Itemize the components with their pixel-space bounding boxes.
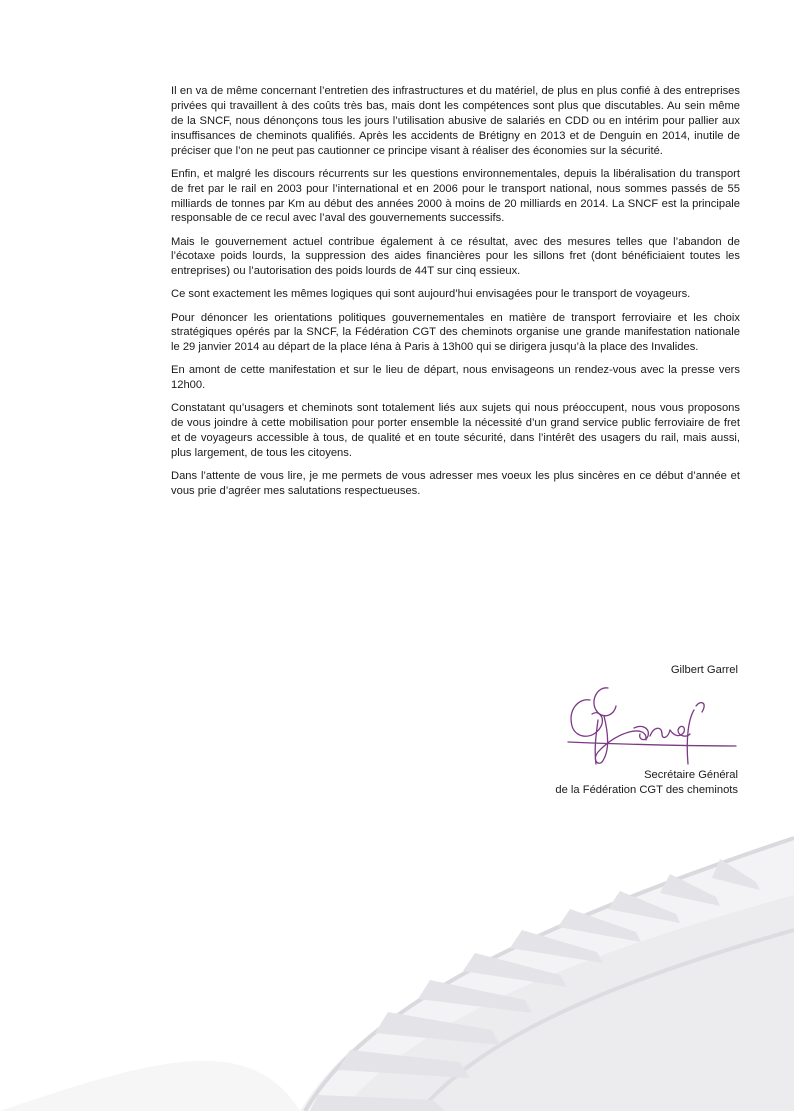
paragraph: Ce sont exactement les mêmes logiques qui sont aujourd’hui envisagées pour le transport de voyageurs.	[171, 288, 691, 301]
paragraph: Constatant qu’usagers et cheminots sont totalement liés aux sujets qui nous préoccupent, nous vous proposons de vous joindre à cette mobilisation pour porter ensemble la nécessité d’un grand service public ferroviaire de fret et de voyageurs accessible à tous, de qualité et en toute sécurité, dans l’intérêt des usagers du rail, mais aussi, plus largement, de tous les citoyens.	[171, 402, 740, 460]
signatory-title	[438, 768, 738, 798]
paragraph: Il en va de même concernant l’entretien des infrastructures et du matériel, de plus en plus confié à des entreprises privées qui travaillent à des coûts très bas, mais dont les compétences sont plus que discutables. Au sein même de la SNCF, nous dénonçons tous les jours l’utilisation abusive de salariés en CDD ou en intérim pour pallier aux insuffisances de cheminots qualifiés. Après les accidents de Brétigny en 2013 et de Denguin en 2014, inutile de préciser que l’on ne peut pas cautionner ce principe visant à réaliser des économies sur la sécurité.	[171, 85, 740, 157]
paragraph: Enfin, et malgré les discours récurrents sur les questions environnementales, depuis la libéralisation du transport de fret par le rail en 2003 pour l’international et en 2006 pour le transport national, nous sommes passés de 55 milliards de tonnes par Km au début des années 2000 à moins de 20 milliards en 2014. La SNCF est la principale responsable de ce recul avec l’aval des gouvernements successifs.	[171, 167, 740, 225]
handwritten-signature	[538, 680, 738, 768]
signature-block	[438, 663, 738, 798]
track-shadow	[0, 1061, 300, 1111]
paragraph: Pour dénoncer les orientations politiques gouvernementales en matière de transport ferroviaire et les choix stratégiques opérés par la SNCF, la Fédération CGT des cheminots organise une grande manifestation nationale le 29 janvier 2014 au départ de la place Iéna à Paris à 13h00 qui se dirigera jusqu’à la place des Invalides.	[171, 311, 740, 354]
letter-body	[171, 84, 740, 507]
paragraph: En amont de cette manifestation et sur le lieu de départ, nous envisageons un rendez-vous avec la presse vers 12h00.	[171, 364, 740, 392]
signatory-organization: de la Fédération CGT des cheminots	[555, 784, 738, 796]
signatory-name: Gilbert Garrel	[670, 664, 738, 676]
signatory-title-line: Secrétaire Général	[644, 769, 738, 781]
paragraph: Dans l’attente de vous lire, je me permets de vous adresser mes voeux les plus sincères en ce début d’année et vous prie d’agréer mes salutations respectueuses.	[171, 470, 740, 498]
paragraph: Mais le gouvernement actuel contribue également à ce résultat, avec des mesures telles que l’abandon de l’écotaxe poids lourds, la suppression des aides financières pour les sillons fret (dont bénéficiaient toutes les entreprises) ou l’autorisation des poids lourds de 44T sur cinq essieux.	[171, 235, 740, 278]
